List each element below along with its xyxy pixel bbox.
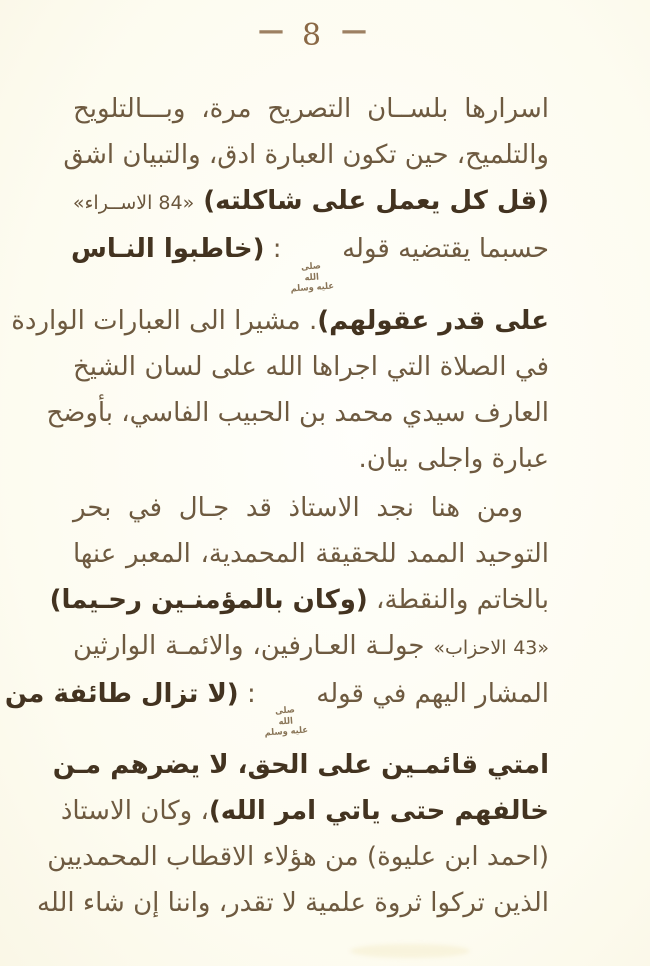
text-line (73, 623, 549, 671)
text-segment: خالفهم حتى ياتي امر الله) (208, 796, 549, 827)
text-segment: (لا تزال طائفة من (4, 678, 239, 709)
page-header (75, 16, 548, 53)
text-block (4, 86, 549, 926)
text-line (73, 86, 549, 132)
text-segment: «84 الاســراء» (72, 192, 195, 214)
text-line (73, 344, 549, 390)
seal-text-row: صلى (300, 261, 322, 273)
text-segment: جولـة العـارفين، والائمـة الوارثين (73, 630, 434, 661)
page-number: 8 (301, 18, 322, 53)
header-dash-ornament-right: — (341, 16, 366, 46)
text-line (47, 834, 549, 880)
seal-text-row: عليه وسلم (290, 281, 335, 295)
text-segment: بالخاتم والنقطة، (367, 584, 549, 615)
text-line (52, 742, 549, 788)
text-segment: (قل كل يعمل على شاكلته) (194, 186, 549, 216)
text-segment: ، وكان الاستاذ (60, 796, 209, 827)
prophet-blessing-seal-icon (290, 256, 333, 299)
text-line (4, 671, 549, 743)
scan-smudge (350, 944, 470, 958)
text-segment: العارف سيدي محمد بن الحبيب الفاسي، بأوضح (46, 397, 549, 428)
text-line (49, 577, 549, 623)
text-segment: عبارة واجلى بيان. (358, 443, 549, 474)
prophet-blessing-seal-icon (265, 701, 308, 744)
text-segment: في الصلاة التي اجراها الله على لسان الشيخ (73, 351, 549, 382)
text-line (73, 178, 549, 226)
text-segment: : (264, 234, 290, 264)
text-segment: المشار اليهم في قوله (307, 678, 549, 709)
text-segment: على قدر عقولهم) (317, 305, 549, 336)
text-segment: ومن هنا نجد الاستاذ قد جـال في بحر (73, 492, 523, 523)
text-segment: (خاطبوا النـاس (70, 234, 265, 264)
seal-text-row: الله (304, 271, 320, 283)
text-line (11, 298, 549, 344)
seal-text-row: الله (278, 716, 294, 728)
text-segment: حسبما يقتضيه قوله (333, 234, 549, 264)
text-line (73, 485, 549, 531)
header-dash-ornament-left: — (257, 16, 282, 46)
text-segment: . مشيرا الى العبارات الواردة (11, 305, 318, 336)
text-line (73, 531, 549, 577)
text-segment: اسرارها بلســان التصريح مرة، وبـــالتلويح (73, 94, 549, 124)
text-segment: (احمد ابن عليوة) من هؤلاء الاقطاب المحمديين (47, 842, 549, 873)
text-line (70, 226, 549, 298)
text-line (36, 880, 549, 926)
text-segment: «43 الاحزاب» (433, 636, 549, 659)
text-segment: الذين تركوا ثروة علمية لا تقدر، واننا إن شاء الله (36, 888, 549, 919)
text-segment: والتلميح، حين تكون العبارة ادق، والتبيان اشق (63, 140, 549, 170)
text-segment: : (238, 678, 264, 709)
text-line (60, 788, 549, 834)
text-segment: (وكان بالمؤمنـين رحـيما) (49, 584, 368, 615)
text-line (73, 436, 549, 482)
text-line (63, 132, 549, 178)
text-segment: امتي قائمـين على الحق، لا يضرهم مـن (52, 750, 549, 781)
seal-text-row: عليه وسلم (264, 725, 309, 739)
text-segment: التوحيد الممد للحقيقة المحمدية، المعبر عنها (73, 538, 549, 569)
text-line (46, 390, 549, 436)
seal-text-row: صلى (275, 705, 296, 718)
